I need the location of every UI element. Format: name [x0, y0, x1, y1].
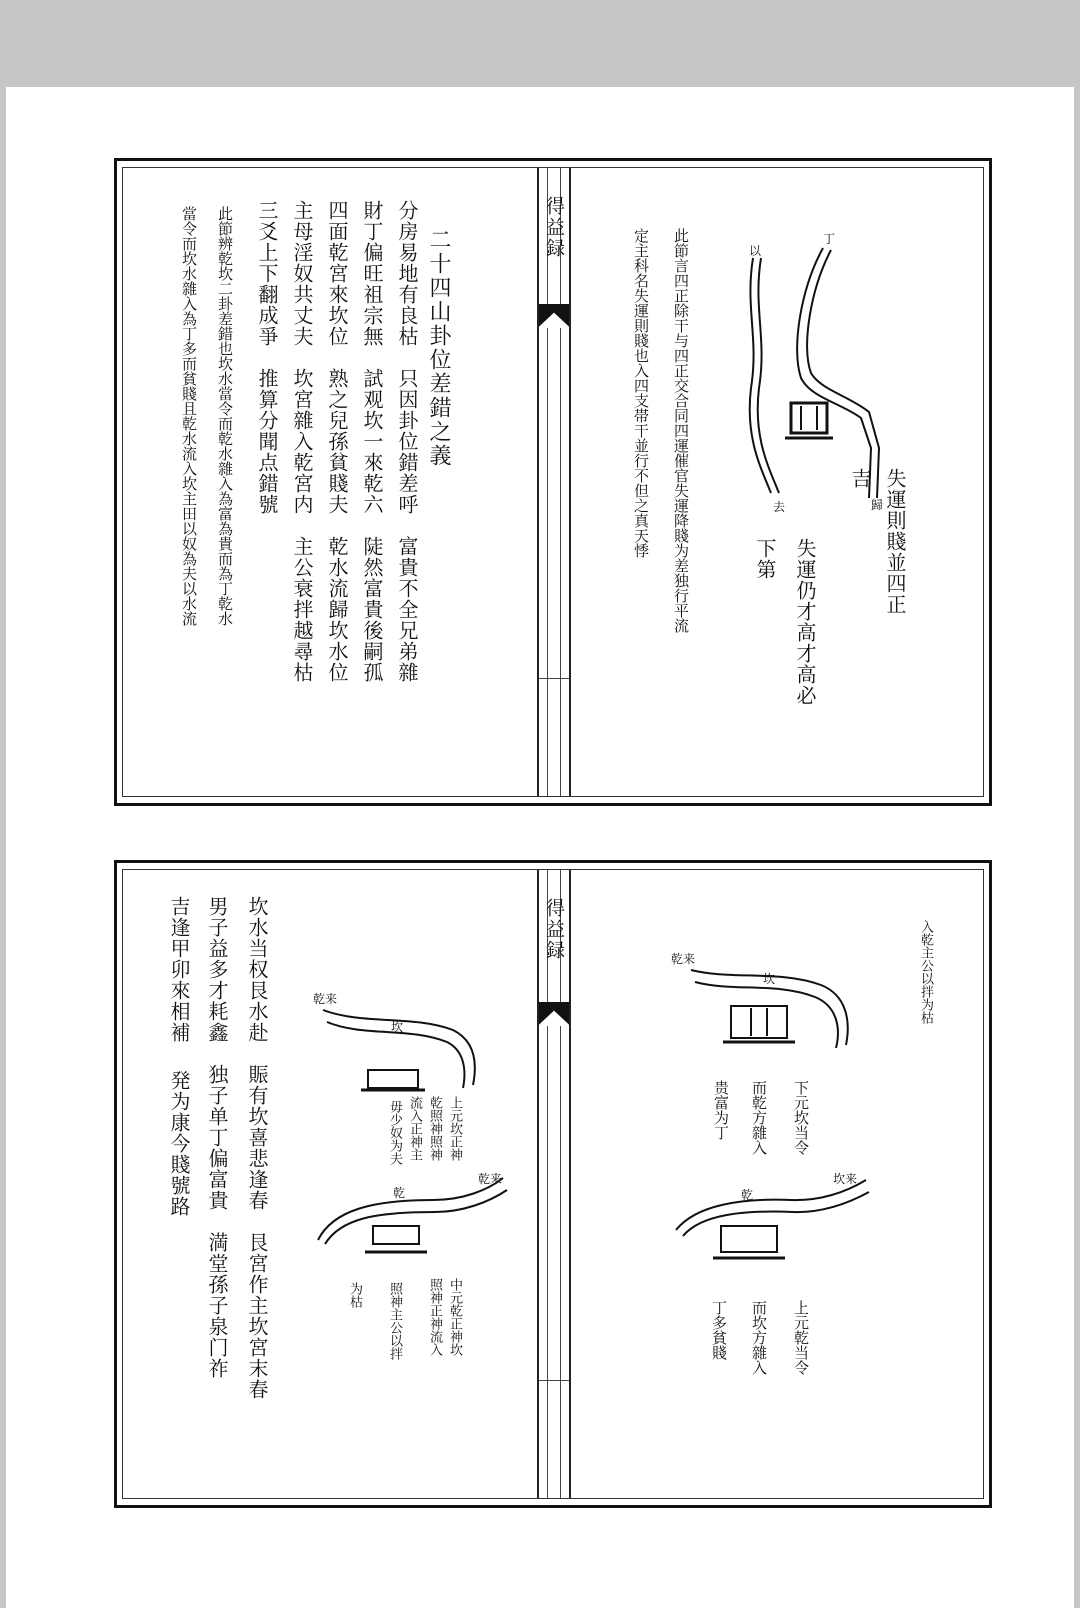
diagram-note-4: 毋少奴为夫 — [387, 1100, 402, 1165]
diagram-label-bottom: 去 — [773, 500, 786, 514]
poem-column-1: 坎水当权艮水赴 賑有坎喜悲逢春 艮宮作主坎宮末春 — [245, 896, 269, 1400]
top-gutter — [537, 168, 571, 796]
bottom-left-upper-diagram — [313, 990, 483, 1100]
river-source-label-right-lower: 坎来 — [833, 1172, 858, 1186]
note-column-1: 此節言四正除干与四正交合同四運催官失運降賤为差独行平流 — [672, 228, 690, 633]
book-title-top: 得益録 — [543, 196, 565, 259]
river-name-label-right-lower: 乾 — [741, 1188, 754, 1202]
diagram-note-6: 照神正神流入 — [427, 1278, 442, 1356]
scan-sheet — [6, 87, 1074, 1608]
top-left-page — [123, 168, 537, 796]
right-note-4: 上元乾当令 — [792, 1300, 810, 1375]
top-spread — [114, 158, 992, 806]
bottom-left-page — [123, 870, 537, 1498]
diagram-note-5: 中元乾正神坎 — [447, 1278, 462, 1356]
header-note: 入乾主公以拌为枯 — [918, 920, 933, 1024]
river-source-label-right: 乾来 — [671, 952, 696, 966]
diagram-note-8: 为枯 — [347, 1282, 362, 1308]
bottom-right-lower-diagram — [671, 1170, 871, 1280]
right-note-5: 而坎方雜入 — [750, 1300, 768, 1375]
poem-column-3: 吉逢甲卯來相補 — [167, 896, 191, 1043]
diagram-label-left: 以 — [749, 244, 762, 258]
text-column-2: 財丁偏旺祖宗無 試观坎一來乾六 陡然富貴後嗣孤 — [360, 200, 384, 683]
river-name-label-lower: 乾 — [393, 1186, 406, 1200]
diagram-note-3: 流入正神主 — [407, 1096, 422, 1161]
river-source-label-lower: 乾来 — [478, 1172, 503, 1186]
diagram-note-1: 上元坎正神 — [447, 1096, 462, 1161]
caption-3: 失運仍才高才高必 — [793, 538, 817, 706]
diagram-note-2: 乾照神照神 — [427, 1096, 442, 1161]
caption-2: 吉 — [848, 468, 872, 489]
right-note-3: 贵富为丁 — [712, 1080, 730, 1140]
note-column-2: 定主科名失運則賤也入四支帯干並行不但之真天悸 — [632, 228, 650, 558]
text-column-4: 主母淫奴共丈夫 坎宮雜入乾宮内 主公衰拌越尋枯 — [290, 200, 314, 683]
right-note-6: 丁多貧賤 — [710, 1300, 728, 1360]
bottom-right-page — [571, 870, 983, 1498]
poem-column-4: 発为康今賤號路 — [167, 1070, 191, 1217]
right-note-2: 而乾方雜入 — [750, 1080, 768, 1155]
river-name-label-right: 坎 — [763, 972, 776, 986]
right-note-1: 下元坎当令 — [792, 1080, 810, 1155]
diagram-label-right: 歸 — [871, 498, 884, 512]
text-column-5: 三爻上下翻成爭 推算分聞点錯號 — [255, 200, 279, 515]
bottom-gutter — [537, 870, 571, 1498]
river-source-label: 乾来 — [313, 992, 338, 1006]
diagram-note-7: 照神主公以拌 — [387, 1282, 402, 1360]
fishtail-mark-icon — [539, 304, 569, 328]
commentary-column-1: 此節辨乾坎二卦差錯也坎水當令而乾水雜入為富為貴而為丁乾水 — [216, 206, 234, 626]
poem-column-2: 男子益多才耗鑫 独子单丁偏富貴 満堂孫子泉门祚 — [205, 896, 229, 1379]
bottom-right-upper-diagram — [671, 950, 861, 1060]
top-right-page — [571, 168, 983, 796]
caption-1: 失運則賤並四正 — [883, 468, 907, 615]
caption-4: 下第 — [753, 538, 777, 580]
bottom-left-lower-diagram — [313, 1170, 513, 1270]
top-spread-frame — [122, 167, 984, 797]
text-column-3: 四面乾宮來坎位 熟之兒孫貧賤夫 乾水流歸坎水位 — [325, 200, 349, 683]
text-column-1: 分房易地有良枯 只因卦位錯差呼 富貴不全兄弟雜 — [395, 200, 419, 683]
diagram-label-top: 丁 — [823, 232, 836, 246]
commentary-column-2: 當令而坎水雜入為丁多而貧賤且乾水流入坎主田以奴為夫以水流 — [180, 206, 198, 626]
bottom-spread-frame — [122, 869, 984, 1499]
section-heading: 二十四山卦位差錯之義 — [426, 228, 451, 468]
bottom-spread — [114, 860, 992, 1508]
fishtail-mark-icon-bottom — [539, 1002, 569, 1026]
river-name-label: 坎 — [391, 1020, 404, 1034]
book-title-bottom: 得益録 — [543, 898, 565, 961]
